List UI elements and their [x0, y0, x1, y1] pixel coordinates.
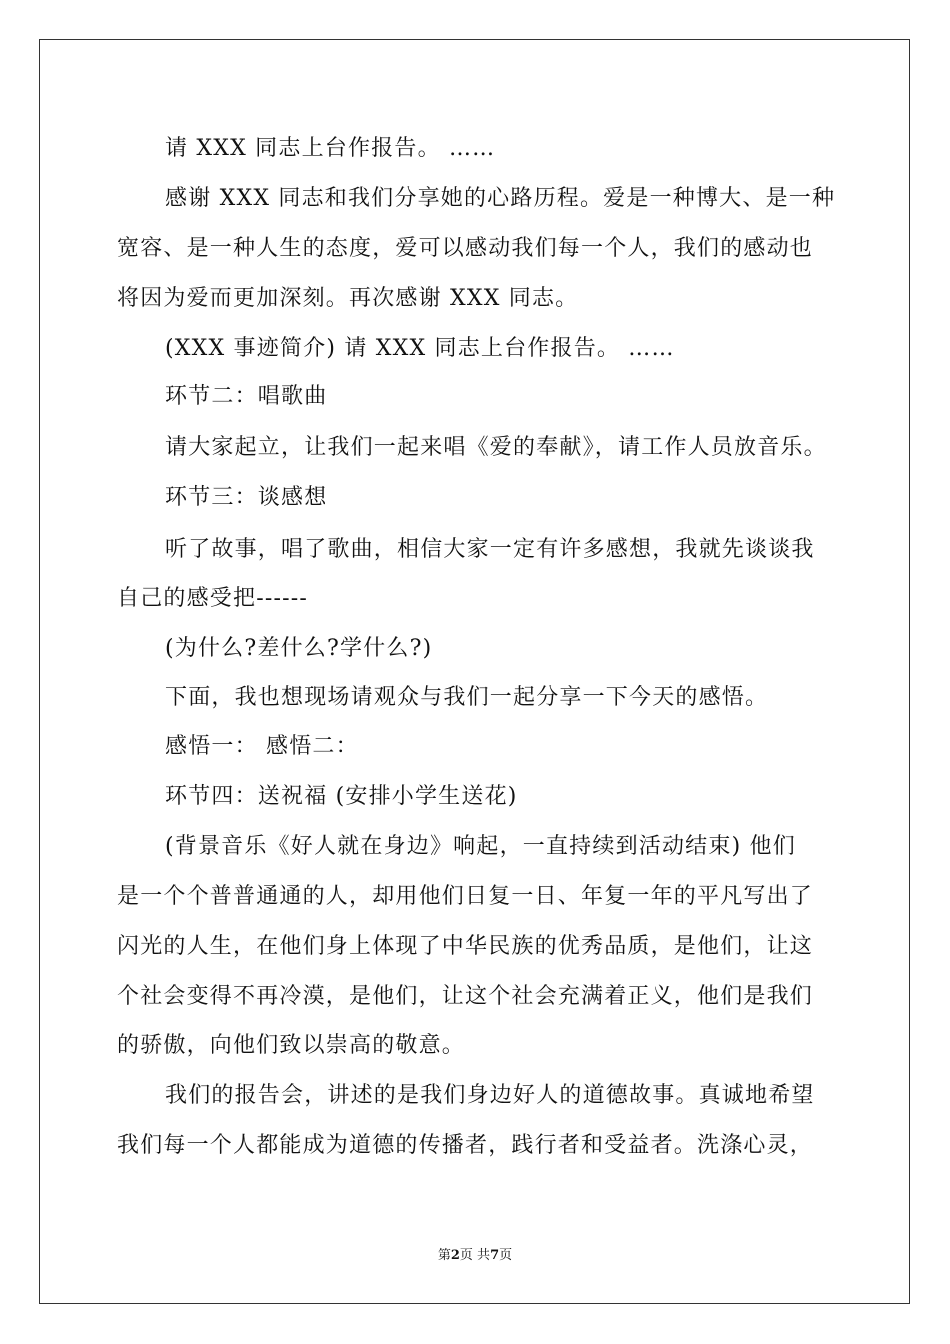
text-line: 的骄傲，向他们致以崇高的敬意。: [117, 1033, 466, 1058]
text-line: (背景音乐《好人就在身边》响起，一直持续到活动结束) 他们: [165, 834, 796, 859]
footer-suffix: 页: [499, 1248, 513, 1263]
text-line: 请 XXX 同志上台作报告。 ……: [165, 136, 496, 161]
section-heading: 环节四：送祝福 (安排小学生送花): [165, 784, 518, 809]
text-line: 闪光的人生，在他们身上体现了中华民族的优秀品质，是他们，让这: [117, 934, 814, 959]
footer-prefix: 第: [437, 1248, 451, 1263]
text-line: 感悟一： 感悟二：: [165, 734, 359, 759]
text-line: (XXX 事迹简介) 请 XXX 同志上台作报告。 ……: [165, 336, 675, 361]
text-line: 将因为爱而更加深刻。再次感谢 XXX 同志。: [117, 286, 579, 311]
current-page-number: 2: [450, 1248, 460, 1263]
text-line: 是一个个普普通通的人，却用他们日复一日、年复一年的平凡写出了: [117, 884, 814, 909]
text-line: 个社会变得不再冷漠，是他们，让这个社会充满着正义，他们是我们: [117, 984, 814, 1009]
section-heading: 环节三：谈感想: [165, 485, 328, 510]
total-page-count: 7: [490, 1248, 500, 1263]
footer-mid: 页 共: [459, 1248, 491, 1263]
text-line: 听了故事，唱了歌曲，相信大家一定有许多感想，我就先谈谈我: [165, 537, 815, 562]
text-line: 自己的感受把------: [117, 586, 309, 611]
page-footer: [0, 1247, 950, 1265]
page-border: [39, 39, 910, 1304]
text-line: 请大家起立，让我们一起来唱《爱的奉献》，请工作人员放音乐。: [165, 435, 827, 460]
section-heading: 环节二：唱歌曲: [165, 384, 328, 409]
text-line: 我们每一个人都能成为道德的传播者，践行者和受益者。洗涤心灵，: [117, 1133, 814, 1158]
text-line: 宽容、是一种人生的态度，爱可以感动我们每一个人，我们的感动也: [117, 236, 814, 261]
text-line: 感谢 XXX 同志和我们分享她的心路历程。爱是一种博大、是一种: [165, 186, 836, 211]
text-line: 我们的报告会，讲述的是我们身边好人的道德故事。真诚地希望: [165, 1083, 815, 1108]
text-line: (为什么?差什么?学什么?): [165, 636, 433, 661]
text-line: 下面，我也想现场请观众与我们一起分享一下今天的感悟。: [165, 685, 769, 710]
